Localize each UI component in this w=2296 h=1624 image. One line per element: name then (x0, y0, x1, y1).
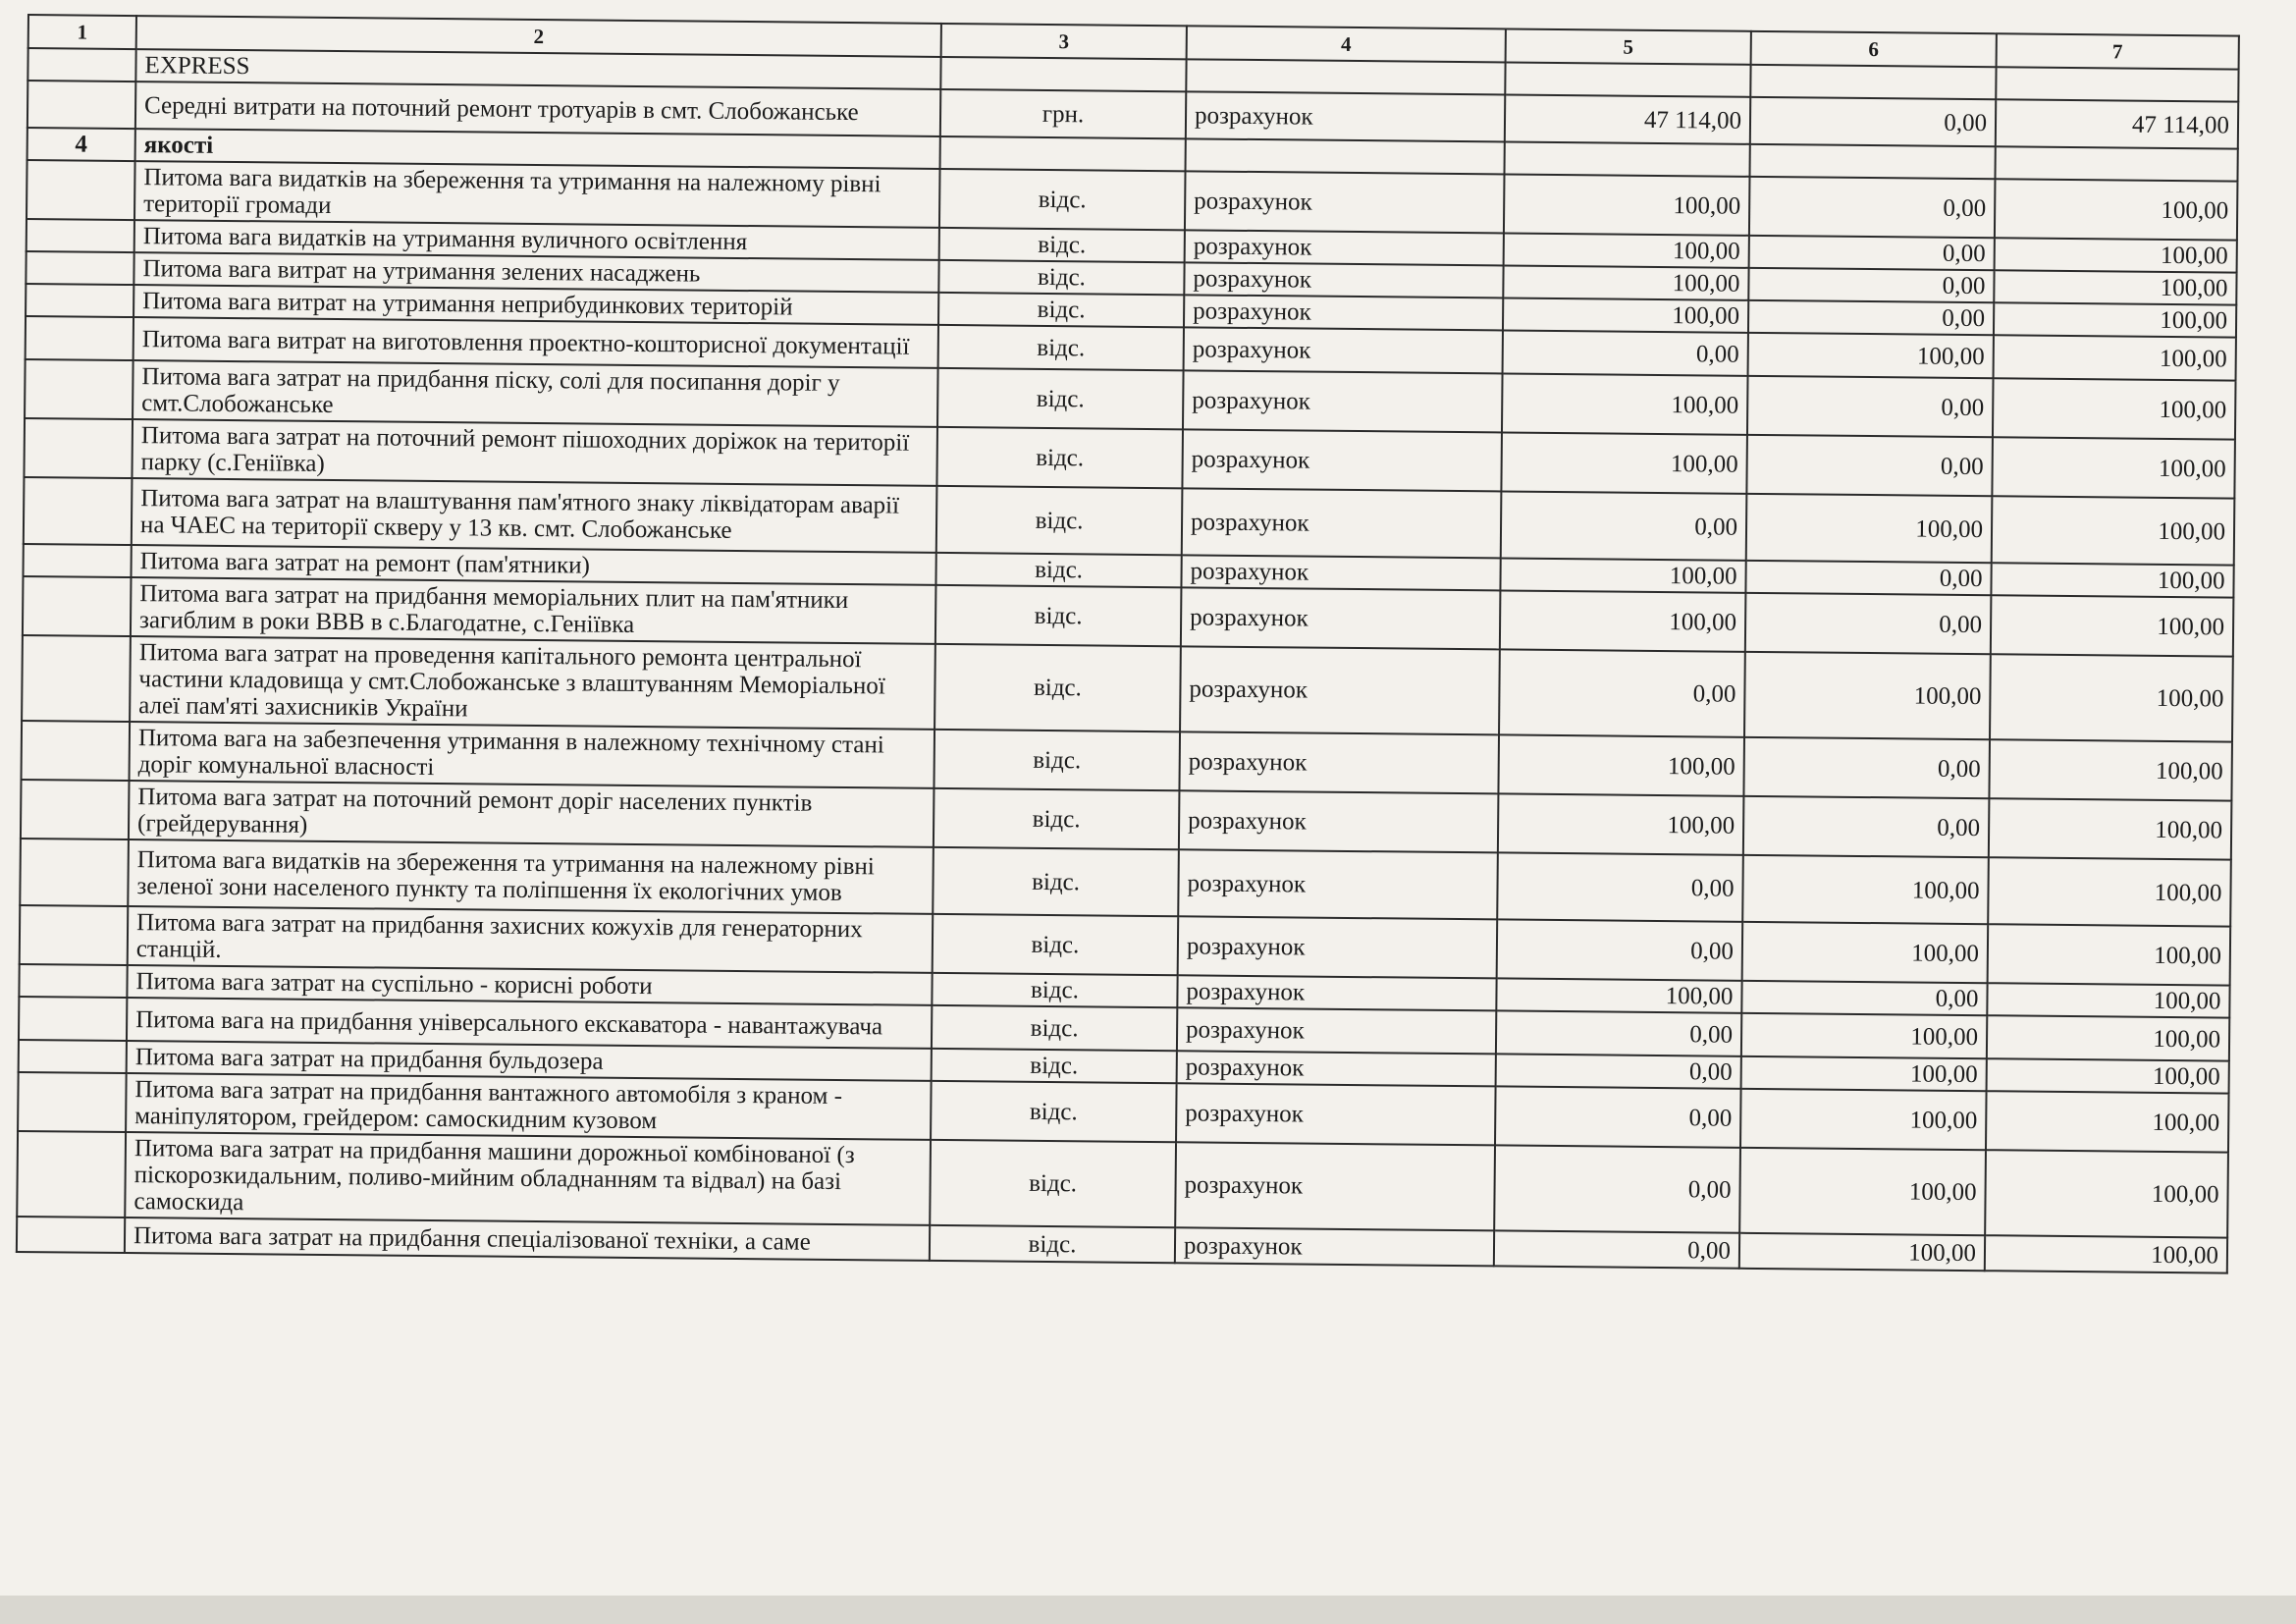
value-general-fund: 0,00 (1494, 1230, 1739, 1268)
indicator-name: Питома вага затрат на придбання меморіальних плит на пам'ятники загиблим в роки ВВВ в с.Благодатне, с.Геніївка (131, 577, 936, 644)
row-number (26, 316, 133, 360)
indicator-name: Питома вага затрат на придбання бульдозера (127, 1041, 932, 1081)
unit-cell: відс. (934, 788, 1180, 849)
source-cell: розрахунок (1182, 429, 1502, 491)
indicators-table (16, 14, 2240, 1274)
source-cell: розрахунок (1184, 262, 1503, 298)
value-general-fund: 47 114,00 (1505, 94, 1750, 143)
value-total: 100,00 (1987, 1058, 2229, 1093)
value-total: 100,00 (1994, 270, 2236, 304)
indicator-name: Питома вага затрат на придбання вантажного автомобіля з краном - маніпулятором, грейдером: самоскидним кузовом (126, 1073, 932, 1140)
unit-cell (940, 136, 1186, 171)
indicator-name: Питома вага затрат на придбання спеціалізованої техніки, а саме (125, 1218, 930, 1261)
column-number: 1 (28, 15, 136, 49)
row-number (25, 359, 133, 419)
page-bottom-edge (0, 1596, 2296, 1624)
unit-cell: відс. (932, 1049, 1177, 1083)
value-special-fund: 0,00 (1749, 177, 1996, 238)
indicator-name: Середні витрати на поточний ремонт тротуарів в смт. Слобожанське (135, 81, 940, 136)
unit-cell: відс. (930, 1225, 1175, 1263)
value-special-fund (1749, 144, 1995, 179)
source-cell: розрахунок (1185, 171, 1505, 233)
value-general-fund: 0,00 (1496, 1054, 1741, 1088)
value-general-fund: 100,00 (1498, 793, 1744, 854)
indicator-name: Питома вага затрат на влаштування пам'ятного знаку ліквідаторам аварії на ЧАЕС на території скверу у 13 кв. смт. Слобожанське (132, 478, 937, 553)
indicator-name: Питома вага затрат на придбання піску, солі для посипання доріг у смт.Слобожанське (133, 360, 938, 427)
value-special-fund: 100,00 (1746, 494, 1993, 563)
value-general-fund: 100,00 (1500, 590, 1746, 651)
value-total: 100,00 (1995, 179, 2238, 240)
value-general-fund: 100,00 (1501, 432, 1747, 493)
indicator-name: Питома вага витрат на утримання зелених насаджень (133, 252, 938, 293)
indicator-name: EXPRESS (135, 49, 940, 89)
unit-cell: грн. (940, 89, 1186, 138)
unit-cell: відс. (934, 644, 1181, 731)
source-cell (1186, 59, 1505, 94)
value-special-fund: 0,00 (1741, 981, 1987, 1015)
source-cell: розрахунок (1182, 488, 1502, 558)
value-special-fund: 0,00 (1745, 593, 1992, 654)
row-number (19, 997, 127, 1041)
value-special-fund: 100,00 (1739, 1233, 1985, 1271)
value-general-fund: 0,00 (1501, 491, 1747, 560)
indicator-name: Питома вага затрат на проведення капітального ремонта центральної частини кладовища у смт.Слобожанське з влаштуванням Меморіальної алеї пам'яті захисників України (130, 636, 935, 730)
value-total (1996, 67, 2238, 101)
value-special-fund: 100,00 (1748, 333, 1994, 378)
unit-cell: відс. (931, 1081, 1177, 1142)
source-cell: розрахунок (1184, 327, 1503, 373)
source-cell: розрахунок (1177, 1007, 1496, 1054)
indicator-name: Питома вага затрат на поточний ремонт доріг населених пунктів (грейдерування) (129, 781, 934, 847)
value-total: 47 114,00 (1996, 99, 2238, 148)
value-special-fund: 0,00 (1749, 236, 1995, 270)
row-number: 4 (27, 128, 135, 161)
source-cell: розрахунок (1176, 1083, 1496, 1145)
unit-cell: відс. (935, 585, 1182, 646)
value-special-fund: 100,00 (1741, 1013, 1987, 1058)
row-number (22, 721, 131, 781)
value-special-fund: 100,00 (1740, 1089, 1987, 1150)
value-total: 100,00 (1987, 1015, 2229, 1060)
source-cell: розрахунок (1178, 849, 1498, 919)
value-special-fund: 100,00 (1741, 1056, 1987, 1091)
row-number (19, 1040, 127, 1073)
value-total: 100,00 (1985, 1150, 2228, 1237)
source-cell: розрахунок (1177, 975, 1496, 1010)
row-number (23, 576, 132, 636)
unit-cell: відс. (939, 228, 1185, 262)
value-special-fund: 0,00 (1746, 435, 1993, 496)
row-number (22, 635, 131, 722)
value-special-fund: 0,00 (1745, 561, 1991, 595)
value-total: 100,00 (1985, 1235, 2227, 1272)
indicator-name: Питома вага затрат на придбання машини дорожньої комбінованої (з піскорозкидальним, поливо-мийним обладнанням та відвал) на базі самоскида (125, 1132, 931, 1225)
unit-cell: відс. (938, 293, 1184, 327)
value-total: 100,00 (1993, 378, 2236, 439)
column-number: 7 (1997, 33, 2239, 69)
source-cell: розрахунок (1179, 790, 1499, 852)
row-number (24, 418, 133, 478)
unit-cell (940, 57, 1186, 91)
row-number (27, 160, 135, 220)
value-general-fund: 0,00 (1494, 1145, 1740, 1232)
unit-cell: відс. (938, 325, 1184, 370)
value-total: 100,00 (1994, 335, 2236, 380)
value-special-fund: 0,00 (1750, 97, 1996, 146)
value-total (1995, 146, 2237, 181)
unit-cell: відс. (938, 260, 1184, 295)
row-number (23, 544, 131, 577)
value-general-fund: 100,00 (1498, 734, 1744, 795)
source-cell: розрахунок (1178, 916, 1498, 978)
column-number: 5 (1506, 28, 1751, 64)
value-special-fund: 0,00 (1747, 376, 1994, 437)
value-total: 100,00 (1989, 739, 2232, 800)
value-total: 100,00 (1994, 302, 2236, 337)
unit-cell: відс. (936, 427, 1183, 488)
column-number: 2 (136, 16, 941, 57)
unit-cell: відс. (932, 973, 1177, 1007)
column-number: 6 (1751, 31, 1997, 67)
value-total: 100,00 (1991, 563, 2233, 597)
indicator-name: Питома вага видатків на утримання вуличного освітлення (134, 220, 939, 260)
indicator-name: якості (135, 129, 940, 169)
value-special-fund: 100,00 (1742, 855, 1989, 924)
value-general-fund: 100,00 (1502, 373, 1748, 434)
row-number (24, 477, 133, 545)
column-number: 4 (1187, 26, 1506, 62)
row-number (20, 839, 129, 906)
value-general-fund: 100,00 (1504, 233, 1749, 267)
row-number (21, 780, 130, 839)
value-special-fund: 100,00 (1744, 652, 1991, 739)
unit-cell: відс. (933, 847, 1179, 916)
indicator-name: Питома вага затрат на суспільно - корисні роботи (127, 965, 932, 1005)
source-cell: розрахунок (1177, 1051, 1496, 1086)
value-total: 100,00 (1989, 798, 2232, 859)
source-cell: розрахунок (1175, 1227, 1494, 1266)
indicator-name: Питома вага видатків на збереження та утримання на належному рівні території громади (134, 161, 940, 228)
unit-cell: відс. (936, 486, 1183, 555)
value-total: 100,00 (1991, 595, 2234, 656)
value-special-fund: 0,00 (1748, 268, 1994, 302)
value-total: 100,00 (1988, 924, 2231, 985)
row-number (27, 219, 134, 252)
value-special-fund: 0,00 (1743, 737, 1990, 798)
value-general-fund: 0,00 (1497, 852, 1743, 921)
value-general-fund: 100,00 (1496, 978, 1741, 1012)
unit-cell: відс. (930, 1140, 1176, 1227)
value-special-fund: 100,00 (1742, 922, 1989, 983)
unit-cell: відс. (932, 1005, 1177, 1051)
source-cell: розрахунок (1183, 370, 1503, 432)
unit-cell: відс. (934, 730, 1180, 790)
source-cell: розрахунок (1181, 555, 1500, 590)
value-general-fund: 100,00 (1504, 174, 1750, 235)
value-general-fund: 0,00 (1503, 330, 1748, 375)
value-general-fund: 100,00 (1503, 265, 1748, 299)
value-general-fund: 100,00 (1503, 298, 1748, 332)
unit-cell: відс. (935, 553, 1181, 587)
value-special-fund: 0,00 (1743, 796, 1990, 857)
value-general-fund: 100,00 (1500, 558, 1745, 592)
value-general-fund: 0,00 (1497, 919, 1743, 980)
value-total: 100,00 (1987, 983, 2229, 1017)
source-cell: розрахунок (1184, 295, 1503, 330)
value-general-fund: 0,00 (1495, 1086, 1741, 1147)
row-number (27, 48, 135, 81)
unit-cell: відс. (933, 914, 1179, 975)
value-general-fund (1505, 141, 1750, 176)
value-total: 100,00 (1992, 496, 2235, 565)
column-number: 3 (941, 24, 1187, 59)
source-cell: розрахунок (1175, 1142, 1495, 1230)
row-number (27, 81, 135, 129)
indicator-name: Питома вага витрат на утримання неприбудинкових територій (133, 285, 938, 325)
indicator-name: Питома вага затрат на ремонт (пам'ятники) (131, 545, 935, 585)
value-general-fund (1505, 62, 1750, 96)
indicator-name: Питома вага затрат на придбання захисних кожухів для генераторних станцій. (128, 906, 934, 973)
row-number (20, 905, 129, 965)
value-total: 100,00 (1988, 857, 2231, 926)
row-number (17, 1131, 126, 1218)
source-cell: розрахунок (1185, 230, 1504, 265)
unit-cell: відс. (937, 368, 1184, 429)
indicator-name: Питома вага затрат на поточний ремонт пішоходних доріжок на території парку (с.Геніївка) (132, 419, 937, 486)
value-special-fund: 100,00 (1739, 1148, 1986, 1235)
source-cell: розрахунок (1179, 731, 1499, 793)
source-cell: розрахунок (1186, 91, 1505, 141)
value-total: 100,00 (1986, 1091, 2229, 1152)
row-number (26, 284, 133, 317)
value-special-fund: 0,00 (1748, 300, 1994, 335)
indicator-name: Питома вага на придбання універсального екскаватора - навантажувача (127, 998, 932, 1049)
value-special-fund (1750, 65, 1996, 99)
value-total: 100,00 (1992, 437, 2235, 498)
value-total: 100,00 (1990, 654, 2233, 741)
value-general-fund: 0,00 (1499, 649, 1745, 736)
source-cell: розрахунок (1180, 646, 1500, 734)
indicator-name: Питома вага витрат на виготовлення проектно-кошторисної документації (133, 317, 938, 368)
value-general-fund: 0,00 (1496, 1010, 1741, 1056)
indicator-name: Питома вага на забезпечення утримання в належному технічному стані доріг комунальної власності (130, 722, 935, 788)
row-number (17, 1217, 125, 1253)
row-number (26, 251, 133, 285)
unit-cell: відс. (939, 169, 1186, 230)
source-cell: розрахунок (1181, 587, 1501, 649)
value-total: 100,00 (1995, 238, 2237, 272)
indicator-name: Питома вага видатків на збереження та утримання на належному рівні зеленої зони населеного пункту та поліпшення їх екологічних умов (128, 839, 934, 914)
row-number (19, 964, 127, 998)
source-cell (1186, 138, 1505, 174)
row-number (18, 1072, 127, 1132)
